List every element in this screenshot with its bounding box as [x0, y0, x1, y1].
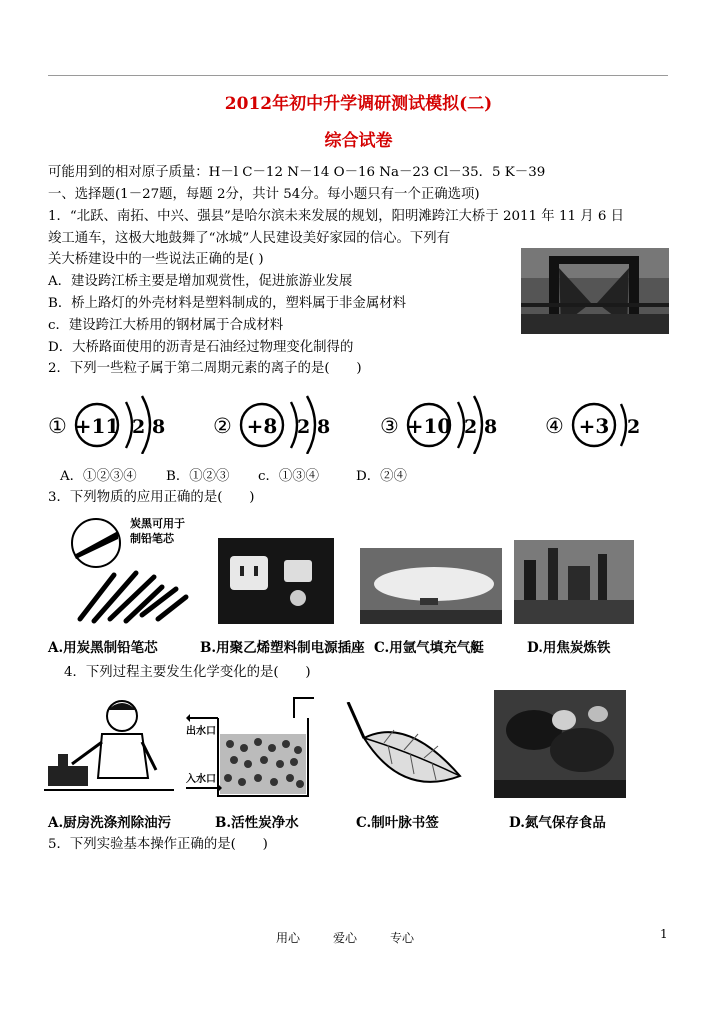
nucleus-charge: +11	[74, 414, 120, 438]
nucleus-charge: +8	[246, 414, 278, 438]
shell-electrons: 2	[297, 416, 311, 438]
bridge-photo	[521, 248, 669, 334]
atom-diagram-3	[380, 396, 497, 454]
q2-answer-a: A．①②③④	[60, 469, 137, 484]
shell-electrons: 2	[627, 416, 641, 438]
q2-stem: 2．下列一些粒子属于第二周期元素的离子的是( )	[48, 361, 362, 376]
q3-caption-a: A.用炭黑制铅笔芯	[48, 640, 158, 656]
q2-atom-diagrams	[48, 394, 668, 454]
q3-caption-b: B.用聚乙烯塑料制电源插座	[200, 640, 365, 656]
q1-line2: 竣工通车，这极大地鼓舞了“冰城”人民建设美好家园的信心。下列有	[48, 231, 451, 246]
shell-electrons: 8	[317, 416, 331, 438]
leaf-illustration	[338, 702, 464, 802]
footer-item-2: 爱心	[333, 931, 358, 945]
q4-caption-c: C.制叶脉书签	[356, 815, 439, 831]
airship-photo	[360, 548, 502, 624]
callout-label-line2: 制铅笔芯	[130, 532, 174, 545]
diagram-label: ④	[545, 414, 564, 438]
q1-option-c: c．建设跨江大桥用的钢材属于合成材料	[48, 318, 284, 333]
header-rule	[48, 75, 668, 76]
q1-line1: 1．“北跃、南拓、中兴、强县”是哈尔滨未来发展的规划，阳明滩跨江大桥于 2011 年 11 月 6 日	[48, 209, 625, 224]
q2-answer-c: c．①③④	[258, 469, 320, 484]
food-photo	[494, 690, 626, 798]
q1-line3: 关大桥建设中的一些说法正确的是( )	[48, 252, 264, 267]
atom-diagram-2	[213, 396, 330, 454]
q4-caption-d: D.氮气保存食品	[509, 815, 606, 831]
q4-stem: 4．下列过程主要发生化学变化的是( )	[64, 665, 311, 680]
water-outlet-label: 出水口	[186, 726, 216, 737]
callout-label-line1: 炭黑可用于	[130, 517, 185, 530]
atom-diagram-1	[48, 396, 165, 454]
page-subtitle: 综合试卷	[324, 131, 393, 151]
footer-item-1: 用心	[276, 931, 301, 945]
water-inlet-label: 入水口	[186, 774, 216, 785]
q2-answer-b: B．①②③	[166, 469, 230, 484]
washing-illustration	[44, 694, 174, 800]
q3-caption-d: D.用焦炭炼铁	[527, 640, 611, 656]
atomic-masses: 可能用到的相对原子质量：H－l C－12 N－14 O－16 Na－23 Cl－35．5 K－39	[48, 165, 546, 180]
electron-shell-arc	[621, 404, 626, 446]
diagram-label: ①	[48, 414, 67, 438]
shell-electrons: 2	[132, 416, 146, 438]
section-heading: 一、选择题(1－27题，每题 2分，共计 54分。每小题只有一个正确选项)	[48, 187, 480, 202]
diagram-label: ③	[380, 414, 399, 438]
nucleus-charge: +10	[406, 414, 452, 438]
q3-caption-c: C.用氩气填充气艇	[374, 640, 484, 656]
q4-caption-b: B.活性炭净水	[215, 815, 299, 831]
atom-diagram-4	[545, 404, 640, 446]
q1-option-d: D．大桥路面使用的沥青是石油经过物理变化制得的	[48, 340, 354, 355]
shell-electrons: 8	[484, 416, 498, 438]
q1-option-b: B．桥上路灯的外壳材料是塑料制成的，塑料属于非金属材料	[48, 296, 406, 311]
q4-caption-a: A.厨房洗涤剂除油污	[48, 815, 172, 831]
furnace-photo	[514, 540, 634, 624]
pencil-illustration	[66, 515, 208, 625]
q1-option-a: A．建设跨江桥主要是增加观赏性，促进旅游业发展	[48, 274, 353, 289]
q3-stem: 3．下列物质的应用正确的是( )	[48, 490, 255, 505]
nucleus-charge: +3	[578, 414, 610, 438]
q5-stem: 5．下列实验基本操作正确的是( )	[48, 837, 268, 852]
shell-electrons: 8	[152, 416, 166, 438]
footer-item-3: 专心	[390, 931, 415, 945]
page-number: 1	[660, 927, 668, 941]
q2-answer-d: D．②④	[356, 469, 407, 484]
shell-electrons: 2	[464, 416, 478, 438]
carbon-filter-illustration	[186, 692, 326, 804]
diagram-label: ②	[213, 414, 232, 438]
socket-photo	[218, 538, 334, 624]
page-title: 2012年初中升学调研测试模拟(二)	[224, 94, 493, 114]
